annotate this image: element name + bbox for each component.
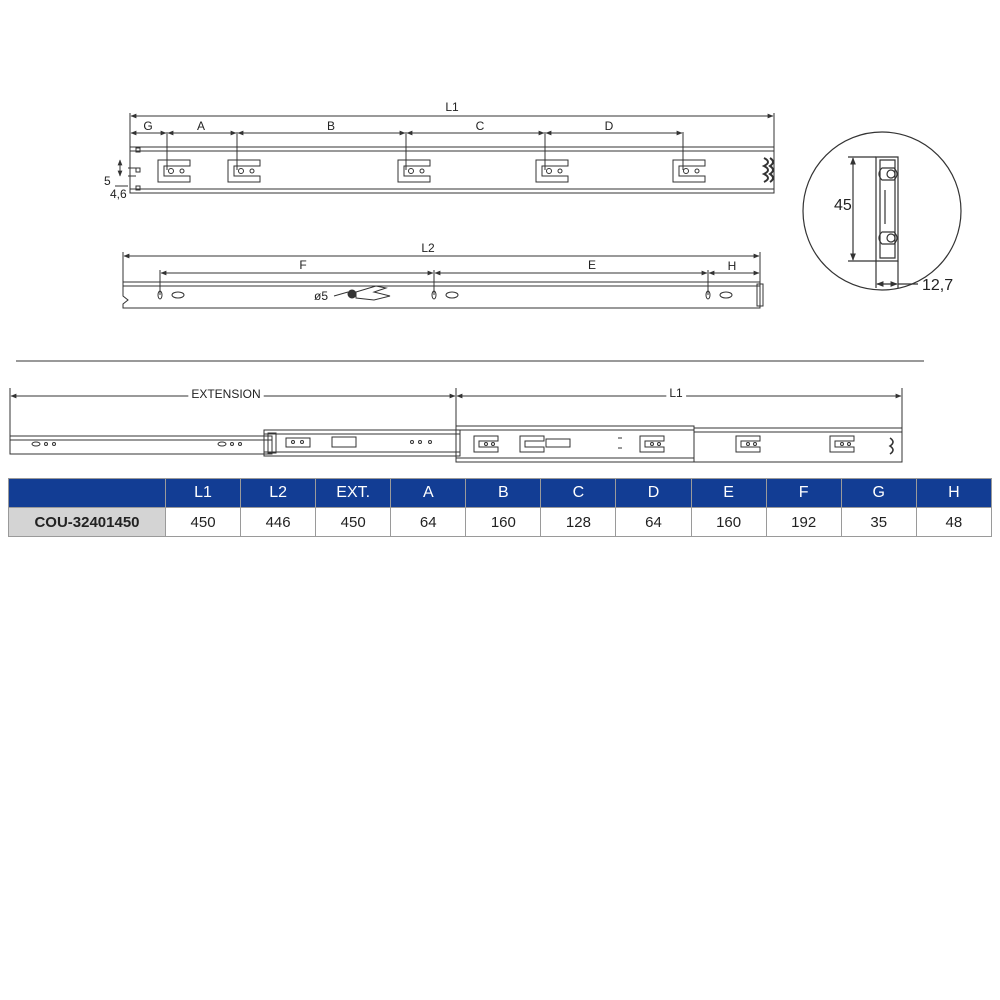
- table-header-ext: EXT.: [316, 479, 391, 508]
- table-cell-b: 160: [466, 508, 541, 537]
- dim-label-b: B: [326, 119, 336, 133]
- dim-label-4-6: 4,6: [110, 187, 127, 201]
- mounting-slot: [640, 436, 664, 452]
- table-cell-d: 64: [616, 508, 691, 537]
- table-cell-ext: 450: [316, 508, 391, 537]
- mounting-slot: [520, 436, 544, 452]
- dim-label-d: D: [604, 119, 614, 133]
- table-cell-c: 128: [541, 508, 616, 537]
- dim-label-h: H: [727, 259, 737, 273]
- table-cell-g: 35: [841, 508, 916, 537]
- table-header-e: E: [691, 479, 766, 508]
- mounting-slot: [228, 160, 260, 182]
- table-header-g: G: [841, 479, 916, 508]
- table-row: [9, 508, 992, 537]
- extension-label: EXTENSION: [191, 387, 261, 401]
- dim-label-c: C: [475, 119, 485, 133]
- table-cell-e: 160: [691, 508, 766, 537]
- table-header-l2: L2: [241, 479, 316, 508]
- extension-view: [10, 388, 902, 462]
- dim-label-5: 5: [104, 174, 111, 188]
- hole-diameter-note: ø5: [314, 289, 329, 303]
- table-header-l1: L1: [166, 479, 241, 508]
- dim-label-12-7: 12,7: [922, 277, 954, 294]
- dim-label-g: G: [143, 119, 153, 133]
- dimension-table: [8, 478, 992, 537]
- mounting-slot: [536, 160, 568, 182]
- mounting-slot: [673, 160, 705, 182]
- table-cell-f: 192: [766, 508, 841, 537]
- table-header-f: F: [766, 479, 841, 508]
- dim-label-e: E: [587, 258, 597, 272]
- dim-label-a: A: [196, 119, 206, 133]
- table-header-row: [9, 479, 992, 508]
- table-header-b: B: [466, 479, 541, 508]
- side-view: [123, 252, 763, 308]
- table-header-h: H: [916, 479, 991, 508]
- model-code-cell: COU-32401450: [9, 508, 166, 537]
- mounting-slot: [398, 160, 430, 182]
- table-header-d: D: [616, 479, 691, 508]
- dim-label-f: F: [299, 258, 307, 272]
- mounting-slot: [158, 160, 190, 182]
- dim-label-l2: L2: [421, 241, 435, 255]
- table-header-corner: [9, 479, 166, 508]
- dim-label-l1: L1: [445, 100, 459, 114]
- technical-drawing: [0, 0, 1000, 470]
- top-view: [115, 113, 774, 193]
- top-rail-body: [130, 147, 774, 193]
- table-cell-l1: 450: [166, 508, 241, 537]
- table-header-a: A: [391, 479, 466, 508]
- extension-l1-label: L1: [669, 386, 683, 400]
- section-detail: [803, 132, 961, 290]
- dim-label-45: 45: [834, 197, 852, 214]
- table-cell-l2: 446: [241, 508, 316, 537]
- mounting-slot: [830, 436, 854, 452]
- mounting-slot: [736, 436, 760, 452]
- mounting-slot: [474, 436, 498, 452]
- table-cell-a: 64: [391, 508, 466, 537]
- table-cell-h: 48: [916, 508, 991, 537]
- table-header-c: C: [541, 479, 616, 508]
